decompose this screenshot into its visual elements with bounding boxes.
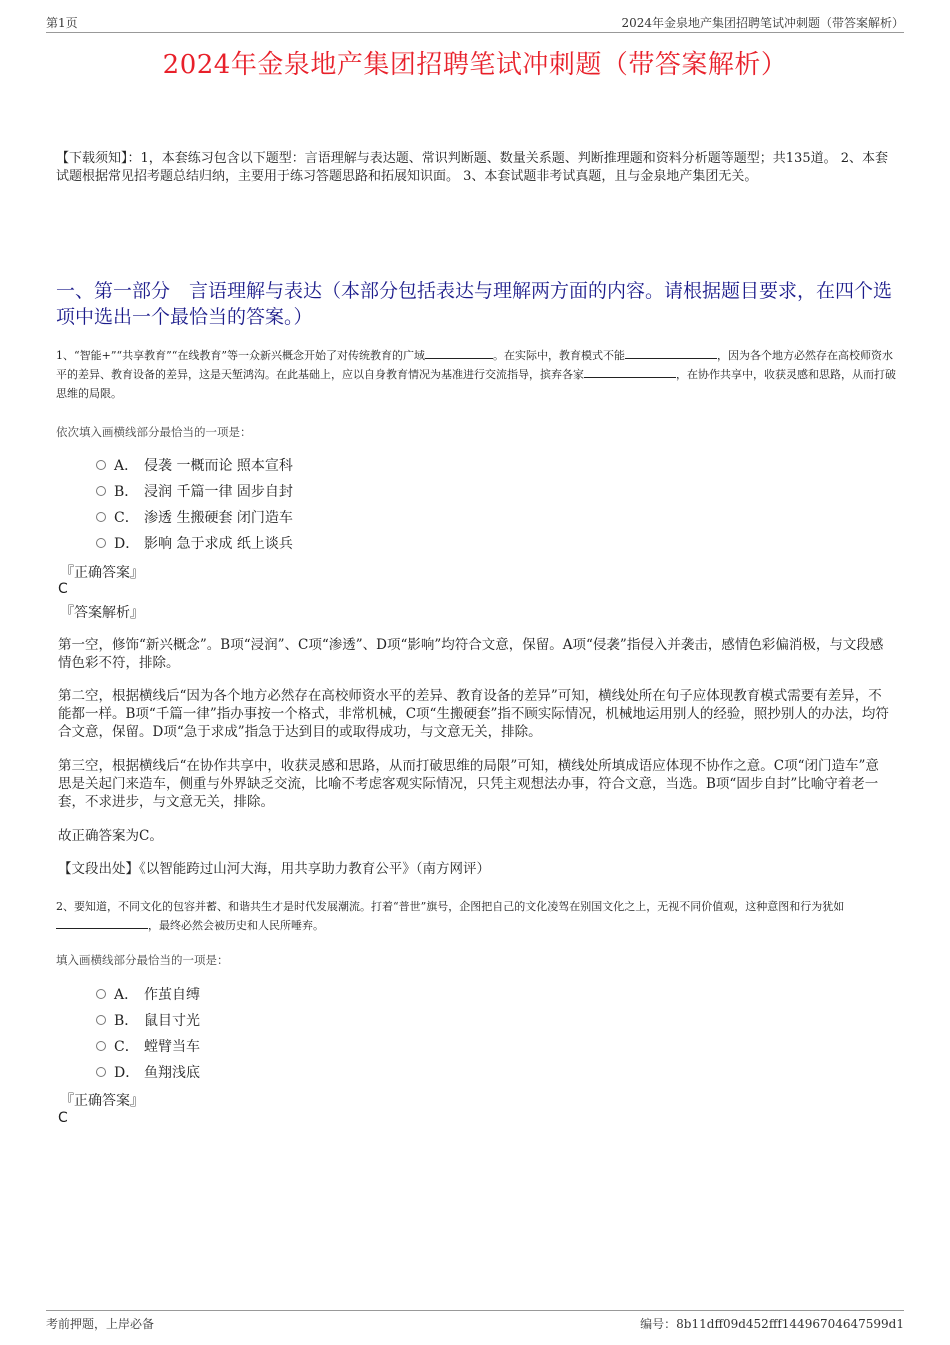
q2-answer: C [58,1110,68,1126]
q2-blank-1 [56,916,148,929]
q2-answer-label: 『正确答案』 [60,1093,144,1109]
footer-slogan: 考前押题，上岸必备 [46,1317,155,1331]
q1-blank-2 [625,346,717,359]
q1-text-2: 。在实际中，教育模式不能 [492,349,625,362]
q1-answer-label: 『正确答案』 [60,565,144,581]
q2-text-2: ，最终必然会被历史和人民所唾弃。 [148,919,324,932]
q1-analysis-1: 第一空，修饰“新兴概念”。B项“浸润”、C项“渗透”、D项“影响”均符合文意，保留。A项“侵袭”指侵入并袭击，感情色彩偏消极，与文段感情色彩不符，排除。 [58,637,884,671]
q2-options [96,982,200,1086]
radio-icon[interactable] [96,538,106,548]
q1-options [96,453,293,557]
q2-prompt: 填入画横线部分最恰当的一项是： [56,953,229,967]
q1-prompt: 依次填入画横线部分最恰当的一项是： [56,425,252,439]
q1-blank-3 [584,365,676,378]
q2-option-c[interactable]: C． 螳臂当车 [96,1034,200,1060]
q1-blank-1 [425,346,493,359]
download-notice: 【下载须知】：1，本套练习包含以下题型：言语理解与表达题、常识判断题、数量关系题、判断推理题和资料分析题等题型；共135道。 2、本套试题根据常见招考题总结归纳，主要用于练习答题思路和拓展知识面。 3、本套试题非考试真题，且与金泉地产集团无关。 [56,151,888,184]
q1-analysis-3: 第三空，根据横线后“在协作共享中，收获灵感和思路，从而打破思维的局限”可知，横线处所填成语应体现不协作之意。C项“闭门造车”意思是关起门来造车，侧重与外界缺乏交流，比喻不考虑客观实际情况，只凭主观想法办事，符合文意，当选。B项“固步自封”比喻守着老一套，不求进步，与文意无关，排除。 [58,758,879,810]
q1-text-1: 1、“智能+”“共享教育”“在线教育”等一众新兴概念开始了对传统教育的广域 [56,349,425,362]
question-2-stem [56,897,896,935]
radio-icon[interactable] [96,512,106,522]
q1-text-4: ，在协作共享中，收获灵感和思路，从而打破思维的局限。 [56,368,896,400]
q1-option-a[interactable]: A． 侵袭 一概而论 照本宣科 [96,453,293,479]
radio-icon[interactable] [96,460,106,470]
radio-icon[interactable] [96,486,106,496]
footer-doc-id: 编号：8b11dff09d452fff14496704647599d1 [640,1317,904,1331]
q1-answer: C [58,581,68,597]
q2-text-1: 2、要知道，不同文化的包容并蓄、和谐共生才是时代发展潮流。打着“普世”旗号，企图把自己的文化凌驾在别国文化之上，无视不同价值观，这种意图和行为犹如 [56,900,845,913]
q2-option-b[interactable]: B． 鼠目寸光 [96,1008,200,1034]
q1-source: 【文段出处】《以智能跨过山河大海，用共享助力教育公平》（南方网评） [58,861,490,877]
document-title: 2024年金泉地产集团招聘笔试冲刺题（带答案解析） [162,50,788,80]
page-footer [46,1310,904,1331]
page-number: 第1页 [46,16,78,30]
section-heading: 一、第一部分 言语理解与表达（本部分包括表达与理解两方面的内容。请根据题目要求，在四个选项中选出一个最恰当的答案。） [56,280,893,328]
q1-option-b[interactable]: B． 浸润 千篇一律 固步自封 [96,479,293,505]
q1-analysis-2: 第二空，根据横线后“因为各个地方必然存在高校师资水平的差异、教育设备的差异”可知，横线处所在句子应体现教育模式需要有差异，不能都一样。B项“千篇一律”指办事按一个格式，非常机械，C项“生搬硬套”指不顾实际情况，机械地运用别人的经验，照抄别人的办法，均符合文意，保留。D项“急于求成”指急于达到目的或取得成功，与文意无关，排除。 [58,688,889,740]
q1-analysis-4: 故正确答案为C。 [58,828,163,844]
header-doc-title: 2024年金泉地产集团招聘笔试冲刺题（带答案解析） [621,16,904,30]
question-1-stem [56,346,896,403]
q2-option-d[interactable]: D． 鱼翔浅底 [96,1060,200,1086]
page-header [46,14,904,33]
radio-icon[interactable] [96,1041,106,1051]
q2-option-a[interactable]: A． 作茧自缚 [96,982,200,1008]
q1-option-d[interactable]: D． 影响 急于求成 纸上谈兵 [96,531,293,557]
q1-analysis-label: 『答案解析』 [60,605,144,621]
radio-icon[interactable] [96,1067,106,1077]
q1-text-3: ，因为各个地方必然存在高校师资水平的差异、教育设备的差异，这是天堑鸿沟。在此基础上，应以自身教育情况为基准进行交流指导，摈弃各家 [56,349,893,381]
q1-option-c[interactable]: C． 渗透 生搬硬套 闭门造车 [96,505,293,531]
radio-icon[interactable] [96,1015,106,1025]
radio-icon[interactable] [96,989,106,999]
